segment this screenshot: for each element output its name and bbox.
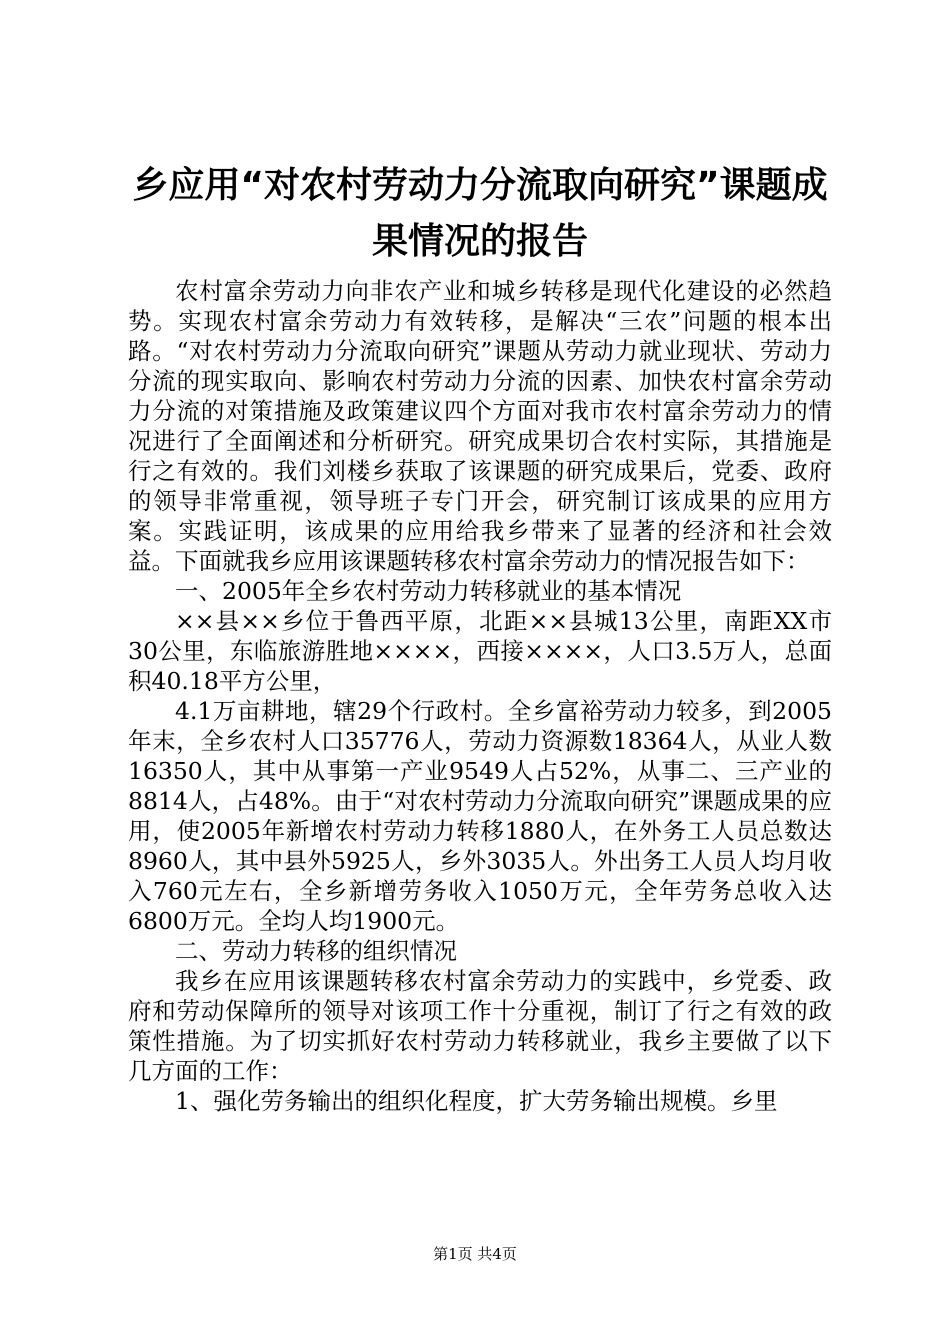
paragraph-organization: 我乡在应用该课题转移农村富余劳动力的实践中，乡党委、政府和劳动保障所的领导对该项工作十分重视，制订了行之有效的政策性措施。为了切实抓好农村劳动力转移就业，我乡主要做了以下几方面的工作： bbox=[128, 967, 832, 1085]
paragraph-statistics: 4.1万亩耕地，辖29个行政村。全乡富裕劳动力较多，到2005年末，全乡农村人口35776人，劳动力资源数18364人，从业人数16350人，其中从事第一产业9549人占52%，从事二、三产业的8814人，占48%。由于“对农村劳动力分流取向研究”课题成果的应用，使2005年新增农村劳动力转移1880人，在外务工人员总数达8960人，其中县外5925人，乡外3035人。外出务工人员人均月收入760元左右，全乡新增劳务收入1050万元，全年劳务总收入达6800万元。全均人均1900元。 bbox=[128, 697, 832, 935]
paragraph-location: ××县××乡位于鲁西平原，北距××县城13公里，南距XX市30公里，东临旅游胜地××××，西接××××，人口3.5万人，总面积40.18平方公里， bbox=[128, 607, 832, 695]
paragraph-intro: 农村富余劳动力向非农产业和城乡转移是现代化建设的必然趋势。实现农村富余劳动力有效转移，是解决“三农”问题的根本出路。“对农村劳动力分流取向研究”课题从劳动力就业现状、劳动力分流的现实取向、影响农村劳动力分流的因素、加快农村富余劳动力分流的对策措施及政策建议四个方面对我市农村富余劳动力的情况进行了全面阐述和分析研究。研究成果切合农村实际，其措施是行之有效的。我们刘楼乡获取了该课题的研究成果后，党委、政府的领导非常重视，领导班子专门开会，研究制订该成果的应用方案。实践证明，该成果的应用给我乡带来了显著的经济和社会效益。下面就我乡应用该课题转移农村富余劳动力的情况报告如下： bbox=[128, 277, 832, 575]
paragraph-item-1: 1、强化劳务输出的组织化程度，扩大劳务输出规模。乡里 bbox=[175, 1087, 778, 1115]
document-page bbox=[128, 158, 832, 1116]
section-heading-1: 一、2005年全乡农村劳动力转移就业的基本情况 bbox=[175, 577, 682, 605]
page-footer: 第1页 共4页 bbox=[433, 1245, 517, 1263]
section-heading-2: 二、劳动力转移的组织情况 bbox=[175, 937, 457, 965]
document-title: 乡应用“对农村劳动力分流取向研究”课题成果情况的报告 bbox=[132, 165, 828, 262]
